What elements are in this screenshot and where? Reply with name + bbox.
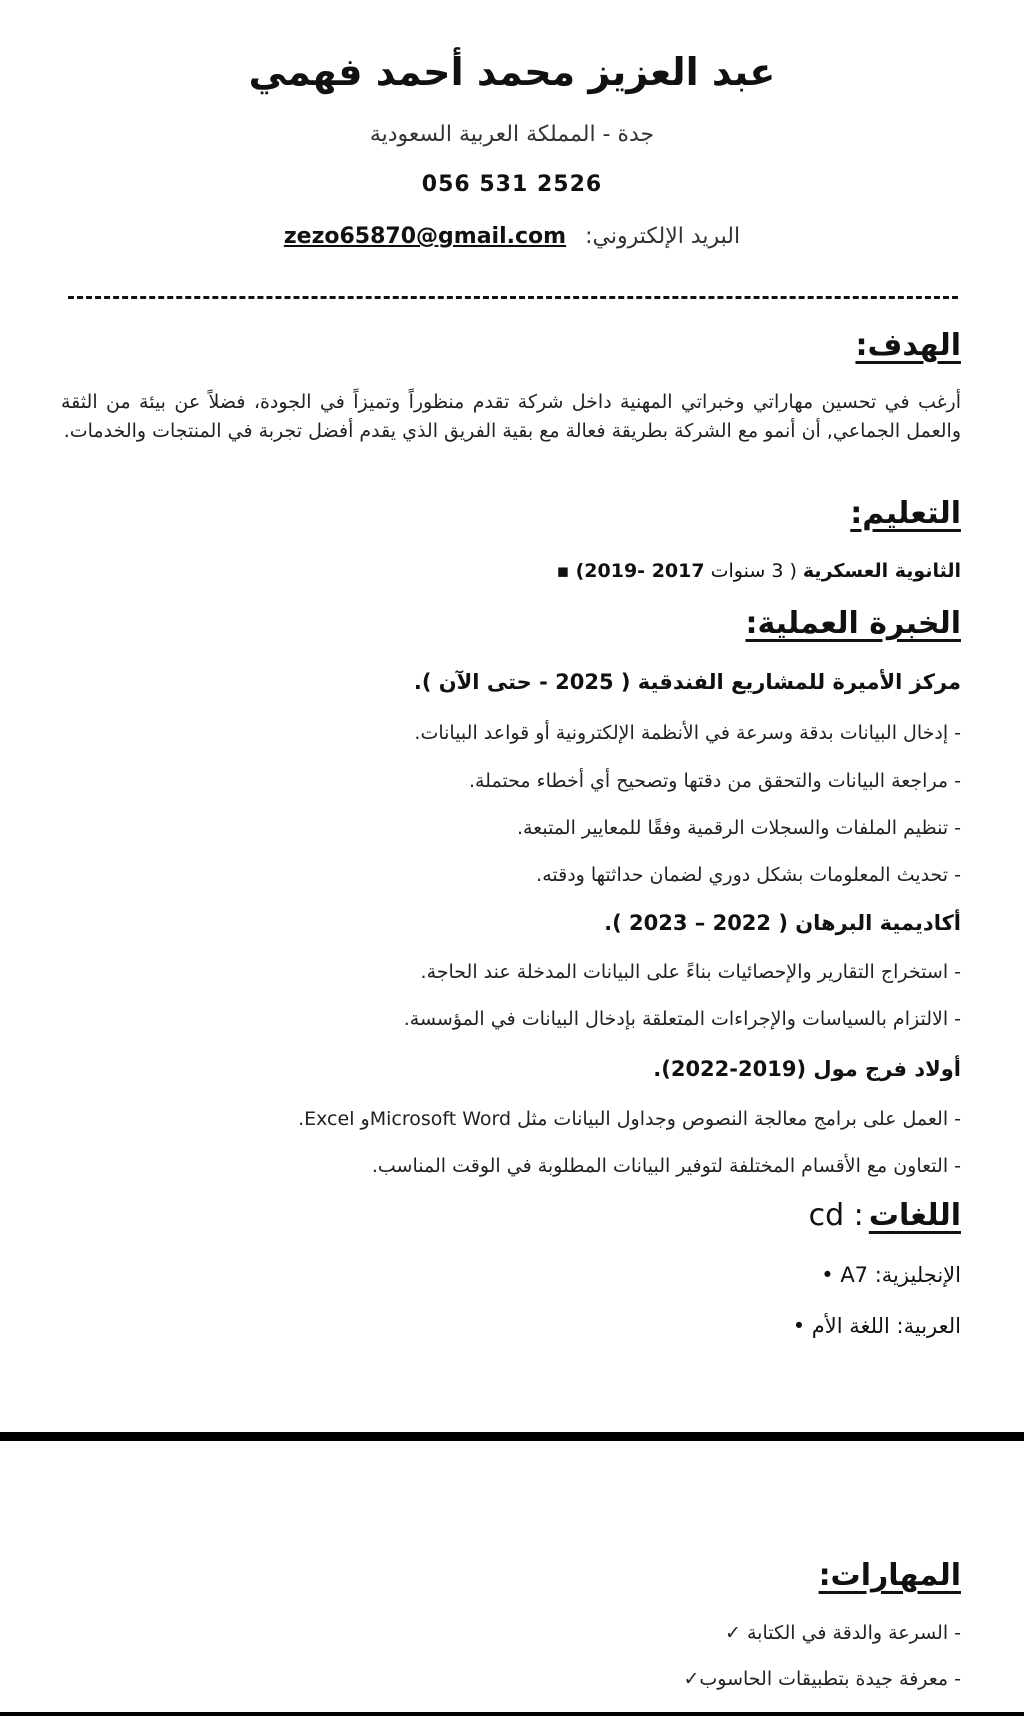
skill-item: - معرفة جيدة بتطبيقات الحاسوب✓	[683, 1668, 961, 1690]
job-task: - الالتزام بالسياسات والإجراءات المتعلقة بإدخال البيانات في المؤسسة.	[403, 1008, 961, 1030]
job-company: أولاد فرج مول (2019-2022).	[653, 1057, 961, 1081]
languages-title-prefix: cd :	[808, 1198, 864, 1233]
job-task: - تنظيم الملفات والسجلات الرقمية وفقًا للمعايير المتبعة.	[516, 817, 961, 839]
job-task: - العمل على برامج معالجة النصوص وجداول البيانات مثل Microsoft Wordو Excel.	[298, 1108, 961, 1130]
languages-heading	[61, 1198, 961, 1233]
email-label: البريد الإلكتروني:	[585, 224, 741, 249]
education-range: 2017 -2019)	[575, 560, 705, 582]
education-years: ( 3 سنوات	[710, 560, 797, 582]
job-task: - إدخال البيانات بدقة وسرعة في الأنظمة الإلكترونية أو قواعد البيانات.	[414, 722, 961, 744]
job-task: - مراجعة البيانات والتحقق من دقتها وتصحيح أي أخطاء محتملة.	[468, 770, 961, 792]
job-company: أكاديمية البرهان ( 2022 – 2023 ).	[604, 911, 961, 935]
language-item: الإنجليزية: A7 •	[821, 1263, 961, 1287]
skills-title: المهارات:	[818, 1558, 961, 1593]
job-task: - التعاون مع الأقسام المختلفة لتوفير البيانات المطلوبة في الوقت المناسب.	[371, 1155, 961, 1177]
page-separator	[0, 1432, 1024, 1441]
email-link[interactable]: zezo65870@gmail.com	[283, 224, 567, 249]
job-task: - استخراج التقارير والإحصائيات بناءً على البيانات المدخلة عند الحاجة.	[420, 961, 961, 983]
objective-title: الهدف:	[855, 328, 961, 363]
header-divider	[68, 296, 958, 299]
objective-text: أرغب في تحسين مهاراتي وخبراتي المهنية داخل شركة تقدم منظوراً وتميزاً في الجودة، فضلاً عن بيئة من الثقة والعمل الجماعي, أن أنمو مع الشركة بطريقة فعالة مع بقية الفريق الذي يقدم أفضل تجربة في المنتجات والخدمات.	[61, 391, 961, 442]
job-company: مركز الأميرة للمشاريع الفندقية ( 2025 - حتى الآن ).	[413, 670, 961, 694]
education-bullet: ▪	[556, 560, 570, 582]
education-title: التعليم:	[850, 496, 961, 531]
email-row	[0, 224, 1024, 249]
bottom-border	[0, 1712, 1024, 1716]
education-school: الثانوية العسكرية	[802, 560, 961, 582]
education-entry	[61, 560, 961, 582]
skill-item: - السرعة والدقة في الكتابة ✓	[725, 1622, 961, 1644]
candidate-location: جدة - المملكة العربية السعودية	[369, 122, 655, 147]
candidate-phone: 056 531 2526	[421, 172, 603, 197]
job-task: - تحديث المعلومات بشكل دوري لضمان حداثتها ودقته.	[536, 864, 961, 886]
language-item: العربية: اللغة الأم •	[792, 1314, 961, 1338]
candidate-name: عبد العزيز محمد أحمد فهمي	[248, 50, 776, 94]
languages-title: اللغات	[868, 1198, 961, 1233]
experience-title: الخبرة العملية:	[745, 606, 961, 641]
